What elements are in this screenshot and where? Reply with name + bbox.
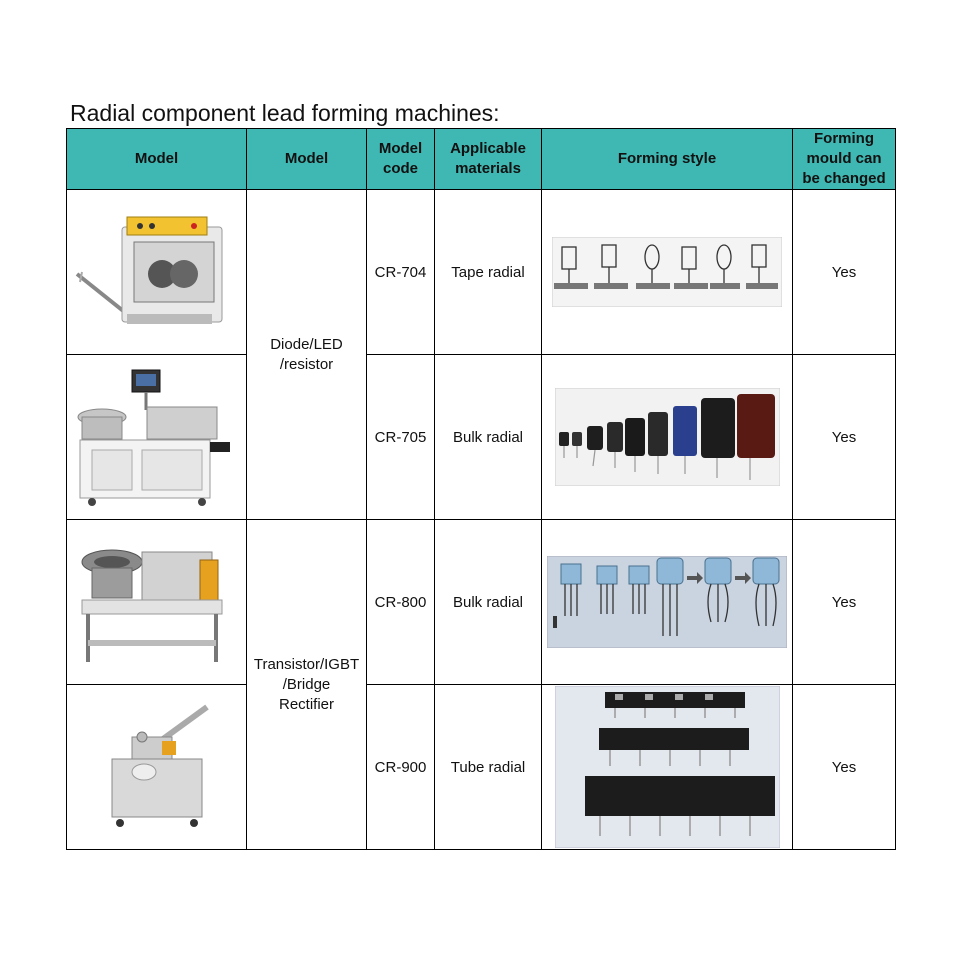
header-mould: Forming mould can be changed <box>793 129 896 190</box>
model-code: CR-705 <box>367 355 435 520</box>
machine-image-cr704 <box>67 190 247 355</box>
page-title: Radial component lead forming machines: <box>70 100 500 126</box>
material: Tube radial <box>435 685 542 850</box>
header-row <box>67 129 896 190</box>
table-row <box>67 520 896 685</box>
material: Tape radial <box>435 190 542 355</box>
machine-image-cr800 <box>67 520 247 685</box>
header-forming-style: Forming style <box>542 129 793 190</box>
forming-style-image-tape-radial <box>542 190 793 355</box>
model-code: CR-800 <box>367 520 435 685</box>
table-row <box>67 190 896 355</box>
model-code: CR-704 <box>367 190 435 355</box>
mould-changeable: Yes <box>793 685 896 850</box>
group-diode-led: Diode/LED /resistor <box>247 190 367 520</box>
header-model-image: Model <box>67 129 247 190</box>
model-code: CR-900 <box>367 685 435 850</box>
group-transistor-igbt: Transistor/IGBT /Bridge Rectifier <box>247 520 367 850</box>
header-model-code: Model code <box>367 129 435 190</box>
material: Bulk radial <box>435 520 542 685</box>
machine-image-cr705 <box>67 355 247 520</box>
mould-changeable: Yes <box>793 355 896 520</box>
mould-changeable: Yes <box>793 190 896 355</box>
forming-style-image-tube-radial-transistors <box>542 685 793 850</box>
mould-changeable: Yes <box>793 520 896 685</box>
machine-image-cr900 <box>67 685 247 850</box>
table-row <box>67 355 896 520</box>
header-materials: Applicable materials <box>435 129 542 190</box>
header-model: Model <box>247 129 367 190</box>
forming-style-image-bulk-radial-capacitors <box>542 355 793 520</box>
spec-table <box>66 128 896 850</box>
table-row <box>67 685 896 850</box>
forming-style-image-transistor-forming <box>542 520 793 685</box>
material: Bulk radial <box>435 355 542 520</box>
